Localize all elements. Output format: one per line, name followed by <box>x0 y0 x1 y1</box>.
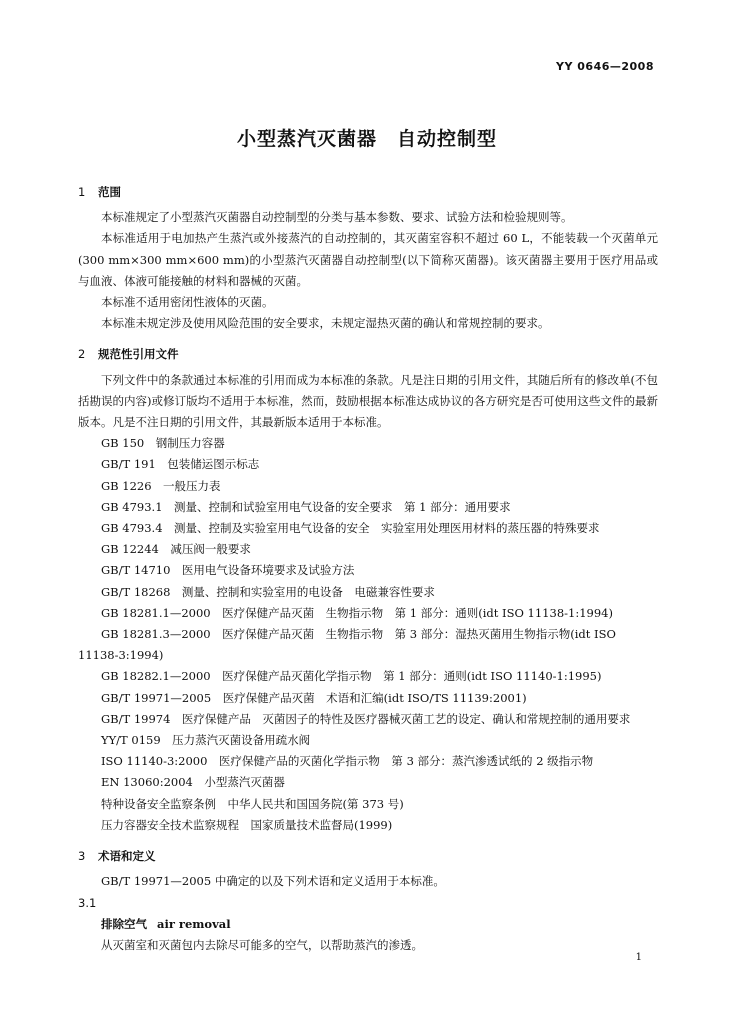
reference-item: GB 18281.1—2000 医疗保健产品灭菌 生物指示物 第 1 部分：通则(idt ISO 11138-1:1994) <box>101 605 613 620</box>
section-3-heading <box>78 846 658 867</box>
reference-item: GB 150 钢制压力容器 <box>101 436 225 451</box>
term-chinese: 排除空气 <box>101 916 147 931</box>
reference-item: GB 18281.3—2000 医疗保健产品灭菌 生物指示物 第 3 部分：湿热灭菌用生物指示物(idt ISO 11138-3:1994) <box>78 627 616 663</box>
reference-item: 特种设备安全监察条例 中华人民共和国国务院(第 373 号) <box>101 796 404 811</box>
section-2-heading <box>78 344 658 365</box>
document-body <box>78 182 658 956</box>
paragraph: 本标准未规定涉及使用风险范围的安全要求，未规定湿热灭菌的确认和常规控制的要求。 <box>101 316 550 331</box>
reference-item: 压力容器安全技术监察规程 国家质量技术监督局(1999) <box>101 817 393 832</box>
reference-item: ISO 11140-3:2000 医疗保健产品的灭菌化学指示物 第 3 部分：蒸汽渗透试纸的 2 级指示物 <box>101 754 594 769</box>
reference-item: GB/T 14710 医用电气设备环境要求及试验方法 <box>101 563 355 578</box>
subsection-number: 3.1 <box>78 895 97 910</box>
paragraph: 本标准适用于电加热产生蒸汽或外接蒸汽的自动控制的，其灭菌室容积不超过 60 L，不能装载一个灭菌单元(300 mm×300 mm×600 mm)的小型蒸汽灭菌器自动控制型(以下简称灭菌器)。该灭菌器主要用于医疗用品或与血液、体液可能接触的材料和器械的灭菌。 <box>78 231 658 288</box>
paragraph: 下列文件中的条款通过本标准的引用而成为本标准的条款。凡是注日期的引用文件，其随后所有的修改单(不包括勘误的内容)或修订版均不适用于本标准，然而，鼓励根据本标准达成协议的各方研究是否可使用这些文件的最新版本。凡是不注日期的引用文件，其最新版本适用于本标准。 <box>78 372 658 430</box>
document-title: 小型蒸汽灭菌器 自动控制型 <box>236 128 497 150</box>
standard-code: YY 0646—2008 <box>556 60 654 73</box>
reference-item: GB/T 18268 测量、控制和实验室用的电设备 电磁兼容性要求 <box>101 584 435 599</box>
reference-item: EN 13060:2004 小型蒸汽灭菌器 <box>101 775 285 790</box>
paragraph: GB/T 19971—2005 中确定的以及下列术语和定义适用于本标准。 <box>101 874 445 889</box>
section-number: 2 <box>78 347 86 362</box>
term-definition: 从灭菌室和灭菌包内去除尽可能多的空气，以帮助蒸汽的渗透。 <box>101 937 423 952</box>
reference-item: GB 4793.4 测量、控制及实验室用电气设备的安全 实验室用处理医用材料的蒸压器的特殊要求 <box>101 521 600 536</box>
reference-item: GB 1226 一般压力表 <box>101 478 221 493</box>
section-title: 范围 <box>98 185 121 199</box>
page-number: 1 <box>635 952 642 963</box>
paragraph: 本标准规定了小型蒸汽灭菌器自动控制型的分类与基本参数、要求、试验方法和检验规则等。 <box>101 210 573 225</box>
reference-item: GB/T 191 包装储运图示标志 <box>101 457 260 472</box>
reference-item: YY/T 0159 压力蒸汽灭菌设备用疏水阀 <box>101 733 311 748</box>
reference-item: GB/T 19974 医疗保健产品 灭菌因子的特性及医疗器械灭菌工艺的设定、确认和常规控制的通用要求 <box>101 711 631 726</box>
section-number: 3 <box>78 849 86 864</box>
section-number: 1 <box>78 185 86 199</box>
reference-item: GB/T 19971—2005 医疗保健产品灭菌 术语和汇编(idt ISO/TS 11139:2001) <box>101 690 527 705</box>
term-english: air removal <box>157 916 231 931</box>
paragraph: 本标准不适用密闭性液体的灭菌。 <box>101 295 274 310</box>
reference-item: GB 18282.1—2000 医疗保健产品灭菌化学指示物 第 1 部分：通则(idt ISO 11140-1:1995) <box>101 669 602 684</box>
term-heading <box>78 914 658 935</box>
reference-item: GB 4793.1 测量、控制和试验室用电气设备的安全要求 第 1 部分：通用要求 <box>101 499 511 514</box>
reference-item: GB 12244 减压阀一般要求 <box>101 542 251 557</box>
section-1-heading <box>78 182 658 203</box>
section-title: 规范性引用文件 <box>98 347 179 362</box>
section-title: 术语和定义 <box>98 849 156 864</box>
